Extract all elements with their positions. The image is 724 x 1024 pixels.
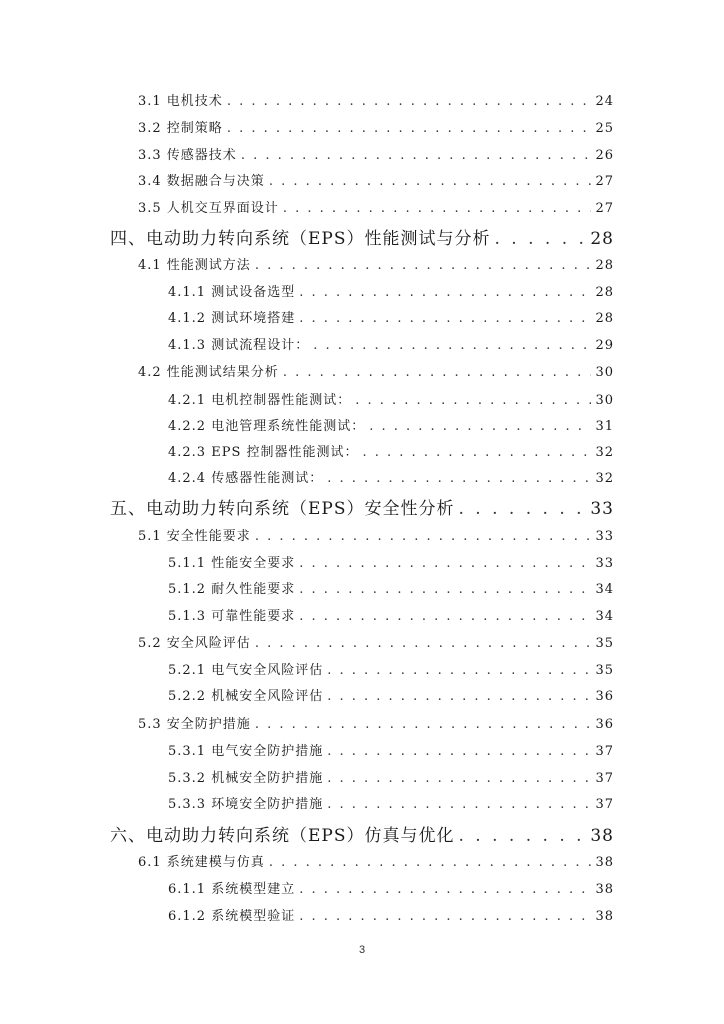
dot-leader [255, 717, 592, 732]
toc-entry-page: 33 [595, 556, 614, 571]
toc-entry-title: 四、电动助力转向系统（EPS）性能测试与分析 [110, 229, 491, 249]
dot-leader [241, 148, 592, 163]
toc-entry-page: 33 [595, 529, 614, 544]
toc-entry-title: 5.3.1 电气安全防护措施 [168, 744, 324, 759]
toc-entry[interactable] [138, 144, 614, 163]
toc-entry-page: 30 [595, 365, 614, 380]
dot-leader [269, 855, 592, 870]
toc-entry-page: 35 [595, 636, 614, 651]
toc-entry[interactable] [138, 170, 614, 189]
dot-leader [327, 797, 591, 812]
toc-entry-title: 4.2.3 EPS 控制器性能测试： [168, 445, 359, 460]
dot-leader [255, 258, 592, 273]
toc-entry[interactable] [168, 793, 614, 812]
dot-leader [299, 909, 591, 924]
dot-leader [355, 393, 591, 408]
toc-entry-title: 4.1.2 测试环境搭建 [168, 311, 296, 326]
toc-entry-page: 29 [595, 338, 614, 353]
toc-entry[interactable] [138, 361, 614, 380]
toc-entry-page: 27 [595, 174, 614, 189]
toc-entry-page: 25 [595, 121, 614, 136]
toc-entry-title: 3.1 电机技术 [138, 94, 223, 109]
dot-leader [313, 338, 591, 353]
toc-entry-title: 5.1.2 耐久性能要求 [168, 582, 296, 597]
toc-entry-title: 4.2 性能测试结果分析 [138, 365, 279, 380]
toc-entry-title: 5.3.2 机械安全防护措施 [168, 771, 324, 786]
toc-entry[interactable] [168, 605, 614, 624]
toc-entry-page: 36 [595, 717, 614, 732]
toc-entry[interactable] [138, 254, 614, 273]
toc-entry[interactable] [168, 415, 614, 434]
toc-entry-title: 六、电动助力转向系统（EPS）仿真与优化 [110, 826, 455, 846]
dot-leader [327, 744, 591, 759]
dot-leader [495, 229, 587, 249]
toc-entry-title: 5.2.2 机械安全风险评估 [168, 689, 324, 704]
toc-entry-page: 32 [595, 471, 614, 486]
toc-entry-title: 5.2 安全风险评估 [138, 636, 251, 651]
toc-entry-page: 36 [595, 689, 614, 704]
dot-leader [299, 609, 591, 624]
dot-leader [459, 499, 587, 519]
toc-entry-page: 38 [590, 826, 614, 846]
toc-entry-title: 5.1 安全性能要求 [138, 529, 251, 544]
toc-entry[interactable] [168, 578, 614, 597]
toc-entry[interactable] [168, 441, 614, 460]
toc-entry-title: 4.2.2 电池管理系统性能测试： [168, 419, 366, 434]
toc-entry-page: 37 [595, 771, 614, 786]
toc-entry-page: 32 [595, 445, 614, 460]
toc-entry-title: 5.3 安全防护措施 [138, 717, 251, 732]
dot-leader [299, 582, 591, 597]
toc-entry-page: 28 [595, 311, 614, 326]
toc-entry[interactable] [168, 552, 614, 571]
dot-leader [299, 556, 591, 571]
page-number: 3 [358, 944, 366, 956]
dot-leader [255, 529, 592, 544]
toc-entry-page: 27 [595, 201, 614, 216]
toc-entry-page: 37 [595, 797, 614, 812]
dot-leader [299, 311, 591, 326]
toc-entry[interactable] [138, 117, 614, 136]
dot-leader [459, 826, 587, 846]
toc-entry-title: 3.2 控制策略 [138, 121, 223, 136]
toc-entry[interactable] [168, 685, 614, 704]
toc-entry-page: 34 [595, 609, 614, 624]
dot-leader [227, 121, 592, 136]
toc-entry-page: 26 [595, 148, 614, 163]
dot-leader [327, 689, 591, 704]
toc-entry-title: 4.2.4 传感器性能测试： [168, 471, 324, 486]
dot-leader [255, 636, 592, 651]
toc-entry-title: 五、电动助力转向系统（EPS）安全性分析 [110, 499, 455, 519]
dot-leader [327, 771, 591, 786]
dot-leader [283, 365, 592, 380]
toc-entry-title: 5.1.3 可靠性能要求 [168, 609, 296, 624]
toc-entry-title: 4.1 性能测试方法 [138, 258, 251, 273]
toc-entry-page: 38 [595, 882, 614, 897]
toc-entry[interactable] [168, 281, 614, 300]
toc-entry-title: 4.1.3 测试流程设计： [168, 338, 310, 353]
toc-entry[interactable] [168, 659, 614, 678]
toc-entry[interactable] [168, 307, 614, 326]
toc-entry[interactable] [138, 851, 614, 870]
toc-entry-page: 35 [595, 663, 614, 678]
toc-entry[interactable] [138, 632, 614, 651]
toc-entry-title: 3.4 数据融合与决策 [138, 174, 265, 189]
dot-leader [363, 445, 592, 460]
toc-entry[interactable] [138, 197, 614, 216]
toc-entry[interactable] [138, 525, 614, 544]
dot-leader [269, 174, 592, 189]
toc-entry-title: 4.2.1 电机控制器性能测试： [168, 393, 352, 408]
toc-entry-title: 5.2.1 电气安全风险评估 [168, 663, 324, 678]
toc-entry-page: 30 [595, 393, 614, 408]
toc-entry[interactable] [138, 90, 614, 109]
dot-leader [299, 285, 591, 300]
toc-entry[interactable] [168, 905, 614, 924]
toc-entry[interactable] [168, 740, 614, 759]
toc-entry-page: 38 [595, 909, 614, 924]
toc-entry[interactable] [168, 334, 614, 353]
toc-entry-page: 28 [595, 285, 614, 300]
toc-entry[interactable] [168, 767, 614, 786]
toc-entry-page: 24 [595, 94, 614, 109]
toc-entry[interactable] [110, 494, 614, 519]
toc-entry[interactable] [168, 389, 614, 408]
toc-entry-page: 34 [595, 582, 614, 597]
toc-entry[interactable] [168, 467, 614, 486]
toc-entry[interactable] [168, 878, 614, 897]
toc-entry[interactable] [110, 821, 614, 846]
toc-entry-page: 37 [595, 744, 614, 759]
dot-leader [227, 94, 592, 109]
toc-entry-title: 6.1.2 系统模型验证 [168, 909, 296, 924]
toc-entry-title: 5.3.3 环境安全防护措施 [168, 797, 324, 812]
toc-entry-page: 28 [590, 229, 614, 249]
toc-entry-title: 6.1.1 系统模型建立 [168, 882, 296, 897]
toc-entry[interactable] [138, 713, 614, 732]
toc-entry-page: 38 [595, 855, 614, 870]
toc-entry-title: 6.1 系统建模与仿真 [138, 855, 265, 870]
toc-entry-title: 5.1.1 性能安全要求 [168, 556, 296, 571]
dot-leader [369, 419, 591, 434]
dot-leader [299, 882, 591, 897]
dot-leader [283, 201, 592, 216]
toc-entry-page: 31 [595, 419, 614, 434]
toc-entry-title: 4.1.1 测试设备选型 [168, 285, 296, 300]
dot-leader [327, 471, 591, 486]
toc-entry-page: 28 [595, 258, 614, 273]
toc-entry-title: 3.3 传感器技术 [138, 148, 237, 163]
toc-entry-title: 3.5 人机交互界面设计 [138, 201, 279, 216]
toc-entry-page: 33 [590, 499, 614, 519]
dot-leader [327, 663, 591, 678]
toc-entry[interactable] [110, 224, 614, 249]
